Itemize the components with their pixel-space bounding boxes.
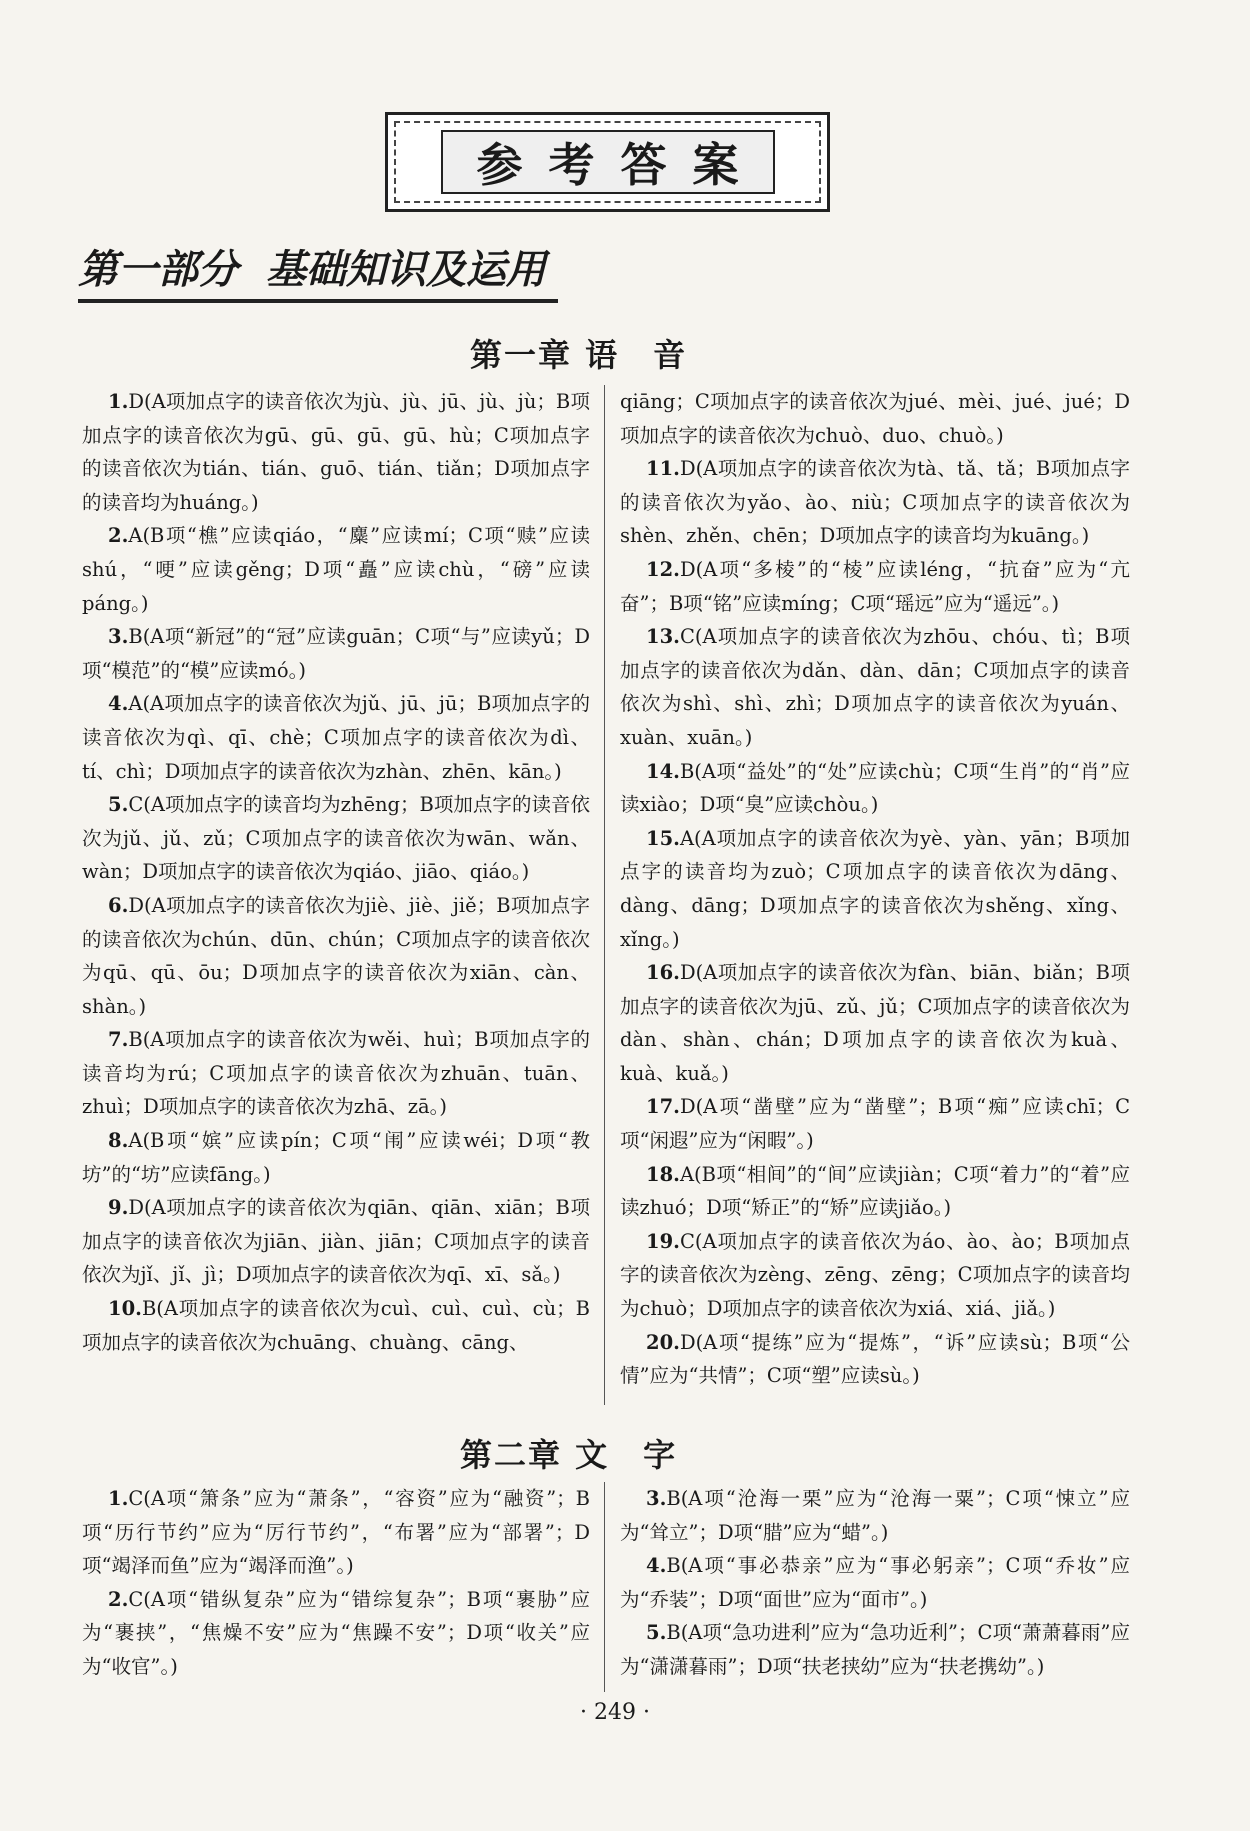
answer-text: B(A项“益处”的“处”应读chù；C项“生肖”的“肖”应读xiào；D项“臭”应读chòu。): [620, 759, 1130, 817]
part-title: 第一部分 基础知识及运用: [78, 238, 558, 303]
answer-item: [620, 822, 1130, 956]
answer-text: C(A项加点字的读音依次为zhōu、chóu、tì；B项加点字的读音依次为dǎn、dàn、dān；C项加点字的读音依次为shì、shì、zhì；D项加点字的读音依次为yuán、xuàn、xuān。): [620, 625, 1130, 749]
answer-number: 15.: [646, 826, 680, 850]
answer-item: [82, 620, 590, 687]
answer-text: D(A项加点字的读音依次为jù、jù、jū、jù、jù；B项加点字的读音依次为gū、gū、gū、gū、hù；C项加点字的读音依次为tián、tián、guō、tián、tiǎn；D项加点字的读音均为huáng。): [82, 390, 590, 514]
answer-item: [620, 1482, 1130, 1549]
answer-item: [82, 1124, 590, 1191]
answer-text: C(A项“错纵复杂”应为“错综复杂”；B项“裹胁”应为“裹挟”，“焦燥不安”应为“焦躁不安”；D项“收关”应为“收官”。): [82, 1587, 590, 1678]
answer-number: 12.: [646, 557, 680, 581]
answer-number: 14.: [646, 759, 680, 783]
answer-item: [620, 452, 1130, 553]
answer-text: B(A项加点字的读音依次为wěi、huì；B项加点字的读音均为rú；C项加点字的读音依次为zhuān、tuān、zhuì；D项加点字的读音依次为zhā、zā。): [82, 1028, 590, 1119]
answer-item: [82, 1023, 590, 1124]
answer-number: 5.: [646, 1621, 667, 1645]
answer-item: [82, 788, 590, 889]
answer-item: [620, 1158, 1130, 1225]
chapter1-left-column: [82, 385, 590, 1359]
column-divider: [604, 385, 605, 1405]
answer-number: 20.: [646, 1330, 680, 1354]
answer-continuation: qiāng；C项加点字的读音依次为jué、mèi、jué、jué；D项加点字的读音依次为chuò、duo、chuò。): [620, 390, 1130, 447]
answer-number: 18.: [646, 1162, 680, 1186]
answer-number: 17.: [646, 1095, 680, 1119]
answer-text: D(A项“提练”应为“提炼”，“诉”应读sù；B项“公情”应为“共情”；C项“塑”应读sù。): [620, 1330, 1130, 1388]
answer-item: [620, 1326, 1130, 1393]
answer-item: [620, 1616, 1130, 1683]
answer-text: A(B项“嫔”应读pín；C项“闱”应读wéi；D项“教坊”的“坊”应读fāng。): [82, 1129, 590, 1186]
answer-number: 3.: [108, 625, 129, 649]
answer-number: 19.: [646, 1229, 680, 1253]
answer-item: [620, 1090, 1130, 1157]
answer-item: [82, 519, 590, 620]
answer-text: C(A项加点字的读音均为zhēng；B项加点字的读音依次为jǔ、jǔ、zǔ；C项加点字的读音依次为wān、wǎn、wàn；D项加点字的读音依次为qiáo、jiāo、qiáo。): [82, 793, 590, 884]
answer-text: B(A项加点字的读音依次为cuì、cuì、cuì、cù；B项加点字的读音依次为chuāng、chuàng、cāng、: [82, 1297, 590, 1354]
answer-text: A(A项加点字的读音依次为jǔ、jū、jū；B项加点字的读音依次为qì、qī、chè；C项加点字的读音依次为dì、tí、chì；D项加点字的读音依次为zhàn、zhēn、kān。): [82, 692, 590, 783]
answer-text: D(A项加点字的读音依次为fàn、biān、biǎn；B项加点字的读音依次为jū、zǔ、jǔ；C项加点字的读音依次为dàn、shàn、chán；D项加点字的读音依次为kuà、kuà、kuǎ。): [620, 961, 1130, 1085]
chapter2-title: 第二章 文 字: [460, 1436, 678, 1474]
answer-item: [82, 1482, 590, 1583]
answer-number: 4.: [646, 1554, 667, 1578]
answer-number: 2.: [108, 524, 129, 548]
answer-number: 2.: [108, 1587, 129, 1611]
answer-text: A(B项“樵”应读qiáo，“麋”应读mí；C项“赎”应读shú，“哽”应读gěng；D项“矗”应读chù，“磅”应读páng。): [82, 524, 590, 615]
answer-item: [82, 385, 590, 519]
page-number: · 249 ·: [580, 1700, 650, 1725]
answer-number: 3.: [646, 1487, 667, 1510]
answer-text: A(B项“相间”的“间”应读jiàn；C项“着力”的“着”应读zhuó；D项“矫正”的“矫”应读jiǎo。): [620, 1162, 1130, 1220]
banner-title: 参考答案: [476, 138, 765, 192]
answer-number: 16.: [646, 961, 680, 985]
answer-number: 4.: [108, 692, 129, 716]
chapter1-right-column: [620, 385, 1130, 1393]
answer-item: [82, 1191, 590, 1292]
answer-item: [82, 687, 590, 788]
answer-text: C(A项“箫条”应为“萧条”，“容资”应为“融资”；B项“历行节约”应为“厉行节约”，“布署”应为“部署”；D项“竭泽而鱼”应为“竭泽而渔”。): [82, 1487, 590, 1578]
answer-item: [82, 1292, 590, 1359]
answer-text: A(A项加点字的读音依次为yè、yàn、yān；B项加点字的读音均为zuò；C项加点字的读音依次为dāng、dàng、dāng；D项加点字的读音依次为shěng、xǐng、xǐng。): [620, 826, 1130, 951]
answer-banner: [385, 112, 830, 212]
answer-text: B(A项“新冠”的“冠”应读guān；C项“与”应读yǔ；D项“模范”的“模”应读mó。): [82, 625, 590, 682]
answer-number: 11.: [646, 457, 680, 481]
answer-text: B(A项“事必恭亲”应为“事必躬亲”；C项“乔妆”应为“乔装”；D项“面世”应为“面市”。): [620, 1554, 1130, 1611]
answer-text: B(A项“沧海一栗”应为“沧海一粟”；C项“悚立”应为“耸立”；D项“腊”应为“蜡”。): [620, 1487, 1130, 1544]
answer-text: D(A项“凿壁”应为“凿壁”；B项“痴”应读chī；C项“闲遐”应为“闲暇”。): [620, 1095, 1130, 1153]
answer-item: [620, 1549, 1130, 1616]
chapter2-left-column: [82, 1482, 590, 1684]
answer-number: 5.: [108, 793, 129, 817]
answer-item: [82, 889, 590, 1023]
answer-item: [620, 956, 1130, 1090]
answer-number: 10.: [108, 1297, 142, 1321]
answer-number: 9.: [108, 1196, 129, 1220]
answer-text: D(A项“多棱”的“棱”应读léng，“抗奋”应为“亢奋”；B项“铭”应读míng；C项“瑶远”应为“遥远”。): [620, 557, 1130, 615]
answer-number: 13.: [646, 625, 680, 649]
chapter1-title: 第一章 语 音: [470, 336, 688, 374]
answer-number: 1.: [108, 1487, 129, 1510]
column-divider: [604, 1482, 605, 1692]
answer-number: 8.: [108, 1129, 129, 1153]
answer-text: C(A项加点字的读音依次为áo、ào、ào；B项加点字的读音依次为zèng、zēng、zēng；C项加点字的读音均为chuò；D项加点字的读音依次为xiá、xiá、jiǎ。): [620, 1229, 1130, 1321]
answer-item: [620, 553, 1130, 620]
answer-item: [82, 1583, 590, 1684]
answer-number: 7.: [108, 1028, 129, 1052]
answer-banner-inner: [441, 130, 775, 194]
answer-number: 1.: [108, 390, 129, 413]
answer-item: [620, 755, 1130, 822]
answer-item: [620, 620, 1130, 754]
answer-text: B(A项“急功进利”应为“急功近利”；C项“萧萧暮雨”应为“潇潇暮雨”；D项“扶老挟幼”应为“扶老携幼”。): [620, 1621, 1130, 1678]
answer-text: D(A项加点字的读音依次为qiān、qiān、xiān；B项加点字的读音依次为jiān、jiàn、jiān；C项加点字的读音依次为jǐ、jǐ、jì；D项加点字的读音依次为qī、xī、sǎ。): [82, 1196, 590, 1287]
chapter2-right-column: [620, 1482, 1130, 1684]
answer-number: 6.: [108, 893, 129, 917]
answer-text: D(A项加点字的读音依次为jiè、jiè、jiě；B项加点字的读音依次为chún、dūn、chún；C项加点字的读音依次为qū、qū、ōu；D项加点字的读音依次为xiān、càn、shàn。): [82, 893, 590, 1018]
answer-item: [620, 1225, 1130, 1326]
answer-text: D(A项加点字的读音依次为tà、tǎ、tǎ；B项加点字的读音依次为yǎo、ào、niù；C项加点字的读音依次为shèn、zhěn、chēn；D项加点字的读音均为kuāng。): [620, 457, 1130, 548]
